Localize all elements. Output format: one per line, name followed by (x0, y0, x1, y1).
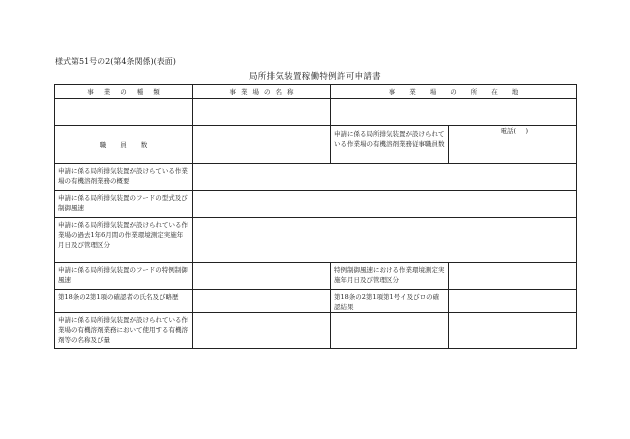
organic-work-summary-label (55, 164, 193, 191)
organic-workers-label (331, 126, 449, 164)
special-env-measurement-label-text: 特例制御風速における作業環境測定実施年月日及び管理区分 (334, 266, 445, 284)
solvent-usage-label-text: 申請に係る局所排気装置が設けられている作業場の有機溶剤業務において使用する有機溶剤等の名称及び量 (58, 316, 188, 344)
hood-type-value[interactable] (193, 191, 576, 218)
special-control-speed-label (55, 263, 193, 290)
phone-label: 電話( (500, 127, 516, 135)
organic-work-summary-label-text: 申請に係る局所排気装置が設けらている作業場の有機溶剤業務の概要 (58, 167, 188, 185)
organic-work-summary-value[interactable] (193, 164, 576, 191)
confirmation-result-value[interactable] (449, 290, 576, 313)
confirmer-value[interactable] (193, 290, 331, 313)
solvent-usage-value-3[interactable] (449, 313, 576, 348)
env-measurement-label-text: 申請に係る局所排気装置が設けられている作業場の過去1年6月間の作業環境測定実施年月日及び管理区分 (58, 221, 188, 249)
special-env-measurement-label (331, 263, 449, 290)
employees-label (55, 126, 193, 164)
special-control-speed-label-text: 申請に係る局所排気装置のフードの特例制御風速 (58, 266, 188, 284)
confirmation-result-label (331, 290, 449, 313)
employees-label-text: 職員数 (99, 140, 162, 149)
confirmer-label (55, 290, 193, 313)
phone-close: ) (525, 127, 528, 135)
solvent-usage-label (55, 313, 193, 348)
solvent-usage-value-1[interactable] (193, 313, 331, 348)
application-form-table (54, 84, 577, 349)
business-type-value[interactable] (55, 99, 193, 126)
employees-value[interactable] (193, 126, 331, 164)
form-identifier: 様式第51号の2(第4条関係)(表面) (55, 57, 176, 66)
env-measurement-value[interactable] (193, 218, 576, 263)
header-workplace-name-text: 事業場の名称 (229, 87, 299, 96)
header-workplace-name (193, 85, 331, 99)
solvent-usage-value-2[interactable] (331, 313, 449, 348)
header-workplace-location-text: 事業場の所在地 (388, 87, 533, 96)
hood-type-label-text: 申請に係る局所排気装置のフードの型式及び制御風速 (58, 194, 188, 212)
organic-workers-value[interactable] (449, 126, 576, 164)
special-env-measurement-value[interactable] (449, 263, 576, 290)
header-business-type-text: 事業の種類 (87, 87, 170, 96)
workplace-name-value[interactable] (193, 99, 331, 126)
workplace-location-value[interactable] (331, 99, 576, 135)
hood-type-label (55, 191, 193, 218)
confirmer-label-text: 第18条の2第1項の確認者の氏名及び略歴 (58, 293, 179, 301)
env-measurement-label (55, 218, 193, 263)
organic-workers-label-text: 申請に係る局所排気装置が設けられている作業場の有機溶剤業務従事職員数 (334, 130, 445, 148)
header-business-type (55, 85, 193, 99)
document-title: 局所排気装置稼働特例許可申請書 (248, 72, 381, 82)
header-workplace-location (331, 85, 576, 99)
confirmation-result-label-text: 第18条の2第1項第1号イ及びロの確認結果 (334, 293, 440, 311)
special-control-speed-value[interactable] (193, 263, 331, 290)
